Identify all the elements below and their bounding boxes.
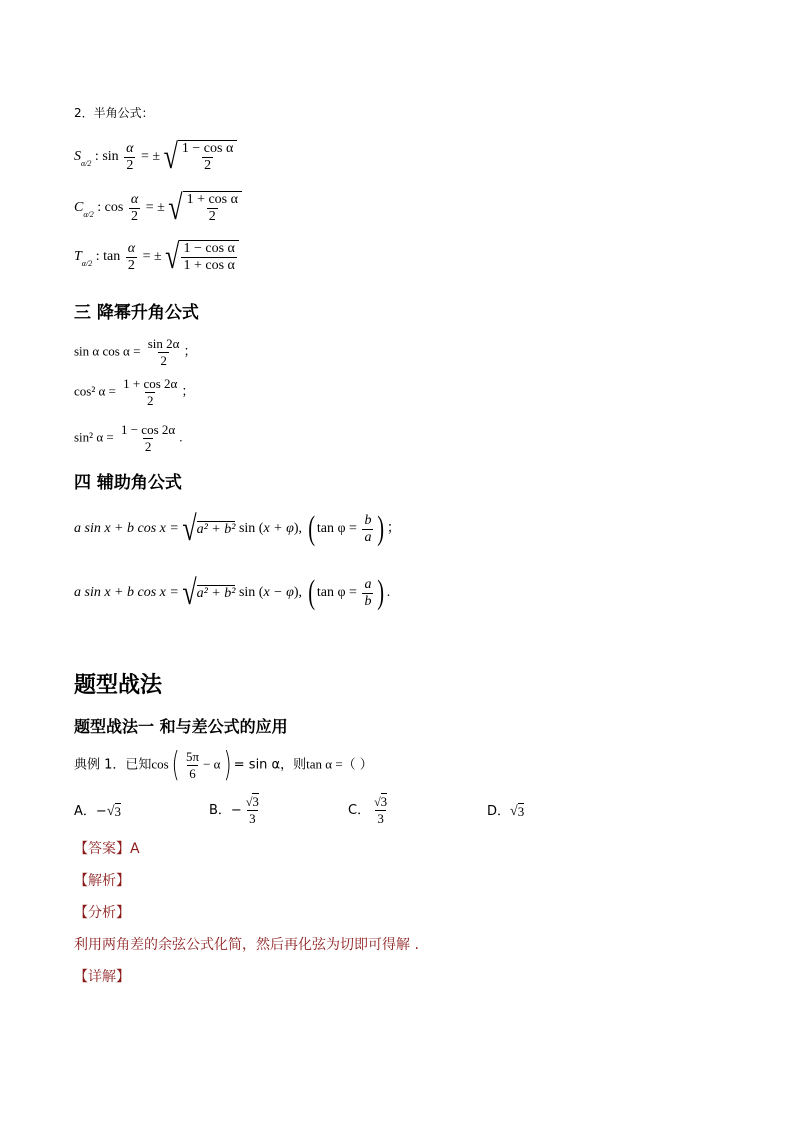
breakdown-label: 【分析】	[74, 905, 130, 921]
half-angle-heading: 2．半角公式：	[74, 106, 154, 120]
half-angle-sin-formula: $S_{\alpha/2}$ : sin $\frac{\alpha}{2}$ = ± √ $\frac{\text{1 − cos α}}{2}$	[74, 140, 237, 174]
formula-sign: = ±	[145, 200, 165, 216]
option-d[interactable]: D． √ 3	[487, 803, 525, 819]
auxiliary-heading: 四 辅助角公式	[74, 473, 182, 493]
formula-arg-fraction: $\frac{\alpha}{2}$	[127, 240, 136, 273]
power-reduction-formula-1: sin α cos α = $\frac{\sin 2\alpha}{2}$ ；	[74, 336, 197, 368]
example-question: 典例 1．已知cos( $\frac{5\pi}{6}$ − α) = sin α，则tan α =（ ）	[74, 745, 373, 785]
formula-symbol: T	[74, 249, 82, 265]
formula-arg-fraction: $\frac{\alpha}{2}$	[130, 191, 139, 224]
formula-func: cos	[104, 200, 124, 216]
formula-sign: = ±	[142, 249, 162, 265]
formula-symbol: C	[74, 200, 84, 216]
formula-subscript: α/2	[81, 259, 93, 269]
formula-symbol: S	[74, 149, 81, 165]
auxiliary-formula-2: a sin x + b cos x = √ a² + b² sin (x − φ), ( tan φ = $\frac{a}{b}$ ) .	[74, 572, 391, 612]
breakdown-text: 利用两角差的余弦公式化简，然后再化弦为切即可得解 .	[74, 937, 419, 953]
tactics-subtitle: 题型战法一 和与差公式的应用	[74, 717, 288, 736]
half-angle-tan-formula: $T_{\alpha/2}$ : tan $\frac{\alpha}{2}$ = ± √ $\frac{\text{1 − cos α}}{\text{1 + cos α}}$	[74, 240, 239, 274]
formula-subscript: α/2	[83, 210, 94, 220]
formula-subscript: α/2	[81, 159, 92, 169]
power-reduction-formula-2: cos² α = $\frac{1 + \cos 2\alpha}{2}$ ；	[74, 376, 195, 408]
option-a[interactable]: A．− √ 3	[74, 803, 121, 819]
formula-func: tan	[103, 249, 121, 265]
example-prefix: 典例 1．已知	[74, 757, 152, 773]
power-reduction-formula-3: sin² α = $\frac{1 - \cos 2\alpha}{2}$ .	[74, 422, 183, 454]
power-reduction-heading: 三 降幂升角公式	[74, 303, 199, 323]
option-c[interactable]: C． $\frac{√3}{3}$	[348, 794, 388, 826]
half-angle-cos-formula: $C_{\alpha/2}$ : cos $\frac{\alpha}{2}$ = ± √ $\frac{\text{1 + cos α}}{2}$	[74, 191, 242, 225]
formula-func: sin	[102, 149, 119, 165]
auxiliary-formula-1: a sin x + b cos x = √ a² + b² sin (x + φ), ( tan φ = $\frac{b}{a}$ ) ；	[74, 508, 401, 548]
option-b[interactable]: B．− $\frac{√3}{3}$	[209, 794, 259, 826]
example-cos: cos	[151, 756, 169, 772]
formula-radical: √ $\frac{\text{1 − cos α}}{\text{1 + cos α}}$	[165, 240, 239, 274]
analysis-label: 【解析】	[74, 873, 130, 889]
formula-arg-fraction: $\frac{\alpha}{2}$	[126, 140, 134, 173]
detail-label: 【详解】	[74, 969, 130, 985]
formula-radical: √ $\frac{\text{1 + cos α}}{2}$	[168, 191, 242, 225]
answer-label: 【答案】A	[74, 841, 140, 857]
formula-sign: = ±	[141, 149, 161, 165]
tactics-title: 题型战法	[74, 673, 163, 698]
formula-radical: √ $\frac{\text{1 − cos α}}{2}$	[164, 140, 238, 174]
